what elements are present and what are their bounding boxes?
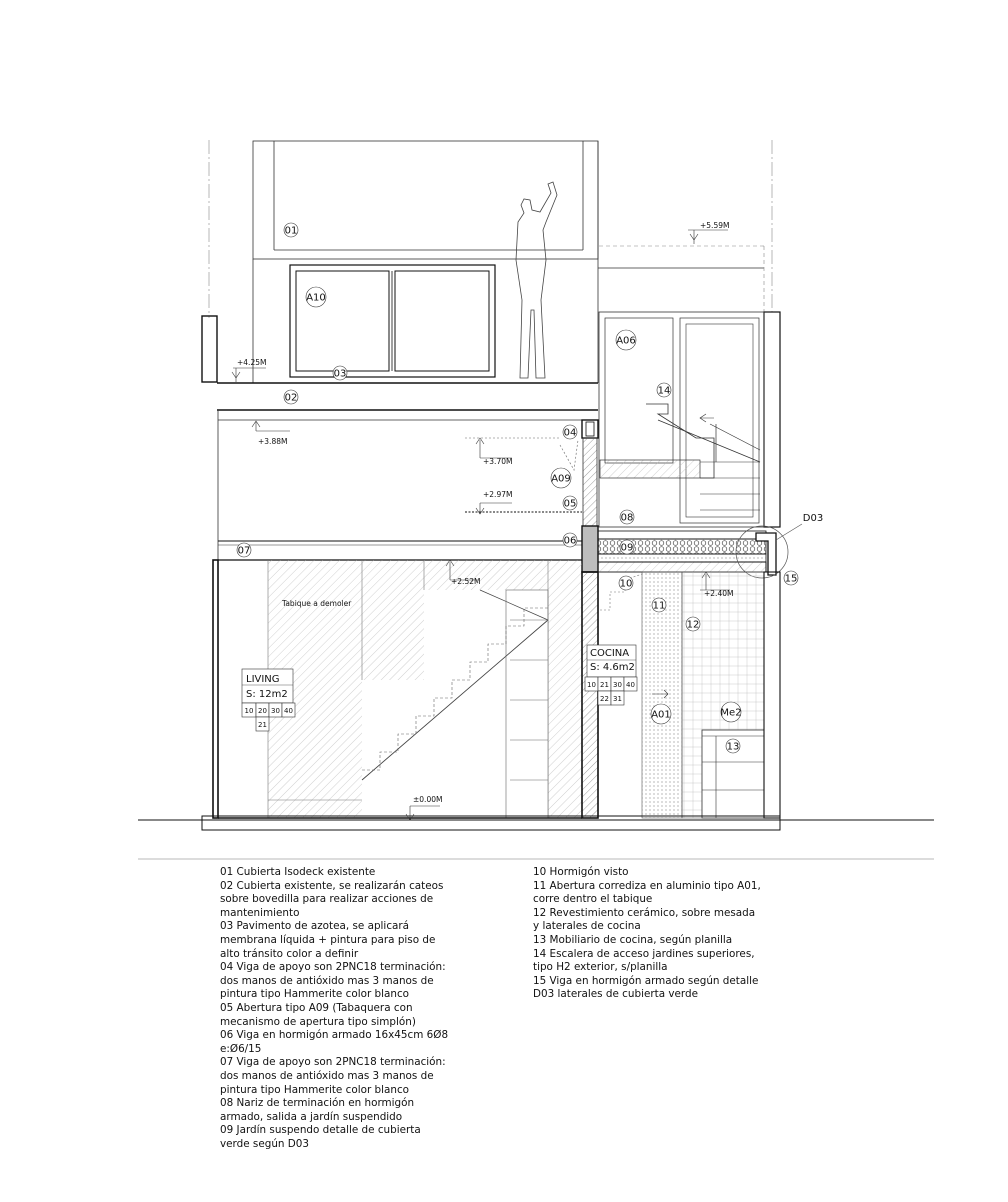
svg-text:40: 40 [626,681,635,689]
tag-a01 [651,704,671,724]
level-388: +3.88M [258,437,288,446]
tag-a10 [306,287,326,307]
note-02: 02 Cubierta existente, se realizarán cateos sobre bovedilla para realizar acciones de mantenimiento [220,879,444,919]
tag-11 [652,598,666,612]
note-13: 13 Mobiliario de cocina, según planilla [533,933,733,946]
svg-text:A01: A01 [651,709,671,721]
room-area-living: S: 12m2 [246,689,288,700]
svg-text:07: 07 [237,545,251,557]
tag-14 [657,383,671,397]
tag-d03 [803,513,823,524]
notes-left-column [220,866,520,1151]
notes-right-column [533,866,793,1002]
note-10: 10 Hormigón visto [533,866,629,878]
tabique-label: Tabique a demoler [282,599,352,608]
level-000: ±0.00M [413,795,443,804]
svg-text:30: 30 [271,707,280,715]
svg-text:21: 21 [258,721,267,729]
svg-text:D03: D03 [802,513,824,524]
svg-text:09: 09 [620,542,634,554]
svg-text:22: 22 [600,695,609,703]
svg-text:20: 20 [258,707,267,715]
svg-text:10: 10 [244,707,254,715]
tag-05 [563,496,577,510]
note-06: 06 Viga en hormigón armado 16x45cm 6Ø8 e:Ø6/15 [220,1029,449,1055]
level-559: +5.59M [700,221,730,230]
note-07: 07 Viga de apoyo son 2PNC18 terminación: dos manos de antióxido mas 3 manos de pintura tipo Hammerite color blanco [220,1056,446,1096]
level-297: +2.97M [483,490,513,499]
room-name-living: LIVING [246,674,280,685]
tag-12 [686,617,700,631]
svg-text:04: 04 [563,427,577,439]
tag-04 [563,425,577,439]
svg-text:08: 08 [620,512,634,524]
note-11: 11 Abertura corrediza en aluminio tipo A01, corre dentro el tabique [533,879,761,906]
tag-09 [620,540,634,554]
tag-03 [333,366,347,380]
note-09: 09 Jardín suspendo detalle de cubierta verde según D03 [220,1124,421,1150]
tag-me2 [720,702,741,722]
tag-13 [726,739,740,753]
svg-text:06: 06 [563,535,577,547]
tag-02 [284,390,298,404]
level-240: +2.40M [704,589,734,598]
note-15: 15 Viga en hormigón armado según detalle D03 laterales de cubierta verde [533,974,759,1001]
svg-text:Me2: Me2 [720,707,742,719]
svg-text:01: 01 [284,225,298,237]
human-figure-icon [516,182,557,378]
level-370: +3.70M [483,457,513,466]
tag-08 [620,510,634,524]
svg-text:12: 12 [686,619,700,631]
svg-text:02: 02 [284,392,298,404]
svg-text:40: 40 [284,707,293,715]
svg-text:13: 13 [726,741,740,753]
level-425: +4.25M [237,358,267,367]
svg-text:30: 30 [613,681,622,689]
note-03: 03 Pavimento de azotea, se aplicará membrana líquida + pintura para piso de alto tránsito color a definir [220,920,436,960]
svg-text:A10: A10 [306,292,326,304]
right-volume [598,246,780,527]
svg-text:21: 21 [600,681,609,689]
svg-text:15: 15 [784,573,798,585]
tag-a06 [616,330,636,350]
svg-text:03: 03 [333,368,347,380]
tag-01 [284,223,298,237]
room-name-cocina: COCINA [590,648,630,659]
svg-text:10: 10 [587,681,596,689]
svg-text:05: 05 [563,498,577,510]
note-05: 05 Abertura tipo A09 (Tabaquera con mecanismo de apertura tipo simplón) [220,1001,416,1028]
svg-text:A06: A06 [616,335,636,347]
svg-text:31: 31 [613,695,622,703]
level-252: +2.52M [451,577,481,586]
svg-text:10: 10 [619,578,633,590]
tag-07 [237,543,251,557]
svg-text:11: 11 [652,600,666,612]
room-area-cocina: S: 4.6m2 [590,662,635,673]
note-04: 04 Viga de apoyo son 2PNC18 terminación: dos manos de antióxido mas 3 manos de pintura tipo Hammerite color blanco [220,961,446,1001]
upper-room [253,141,598,383]
tag-10 [619,576,633,590]
tag-a09 [551,468,571,488]
note-14: 14 Escalera de acceso jardines superiores, tipo H2 exterior, s/planilla [533,947,755,974]
note-01: 01 Cubierta Isodeck existente [220,866,376,878]
note-08: 08 Nariz de terminación en hormigón armado, salida a jardín suspendido [220,1097,415,1123]
svg-text:14: 14 [657,385,671,397]
window-a10 [290,265,495,377]
svg-text:A09: A09 [551,473,571,485]
kitchen-area [598,572,780,818]
note-12: 12 Revestimiento cerámico, sobre mesada y laterales de cocina [533,906,756,933]
tag-06 [563,533,577,547]
tag-15 [784,571,798,585]
